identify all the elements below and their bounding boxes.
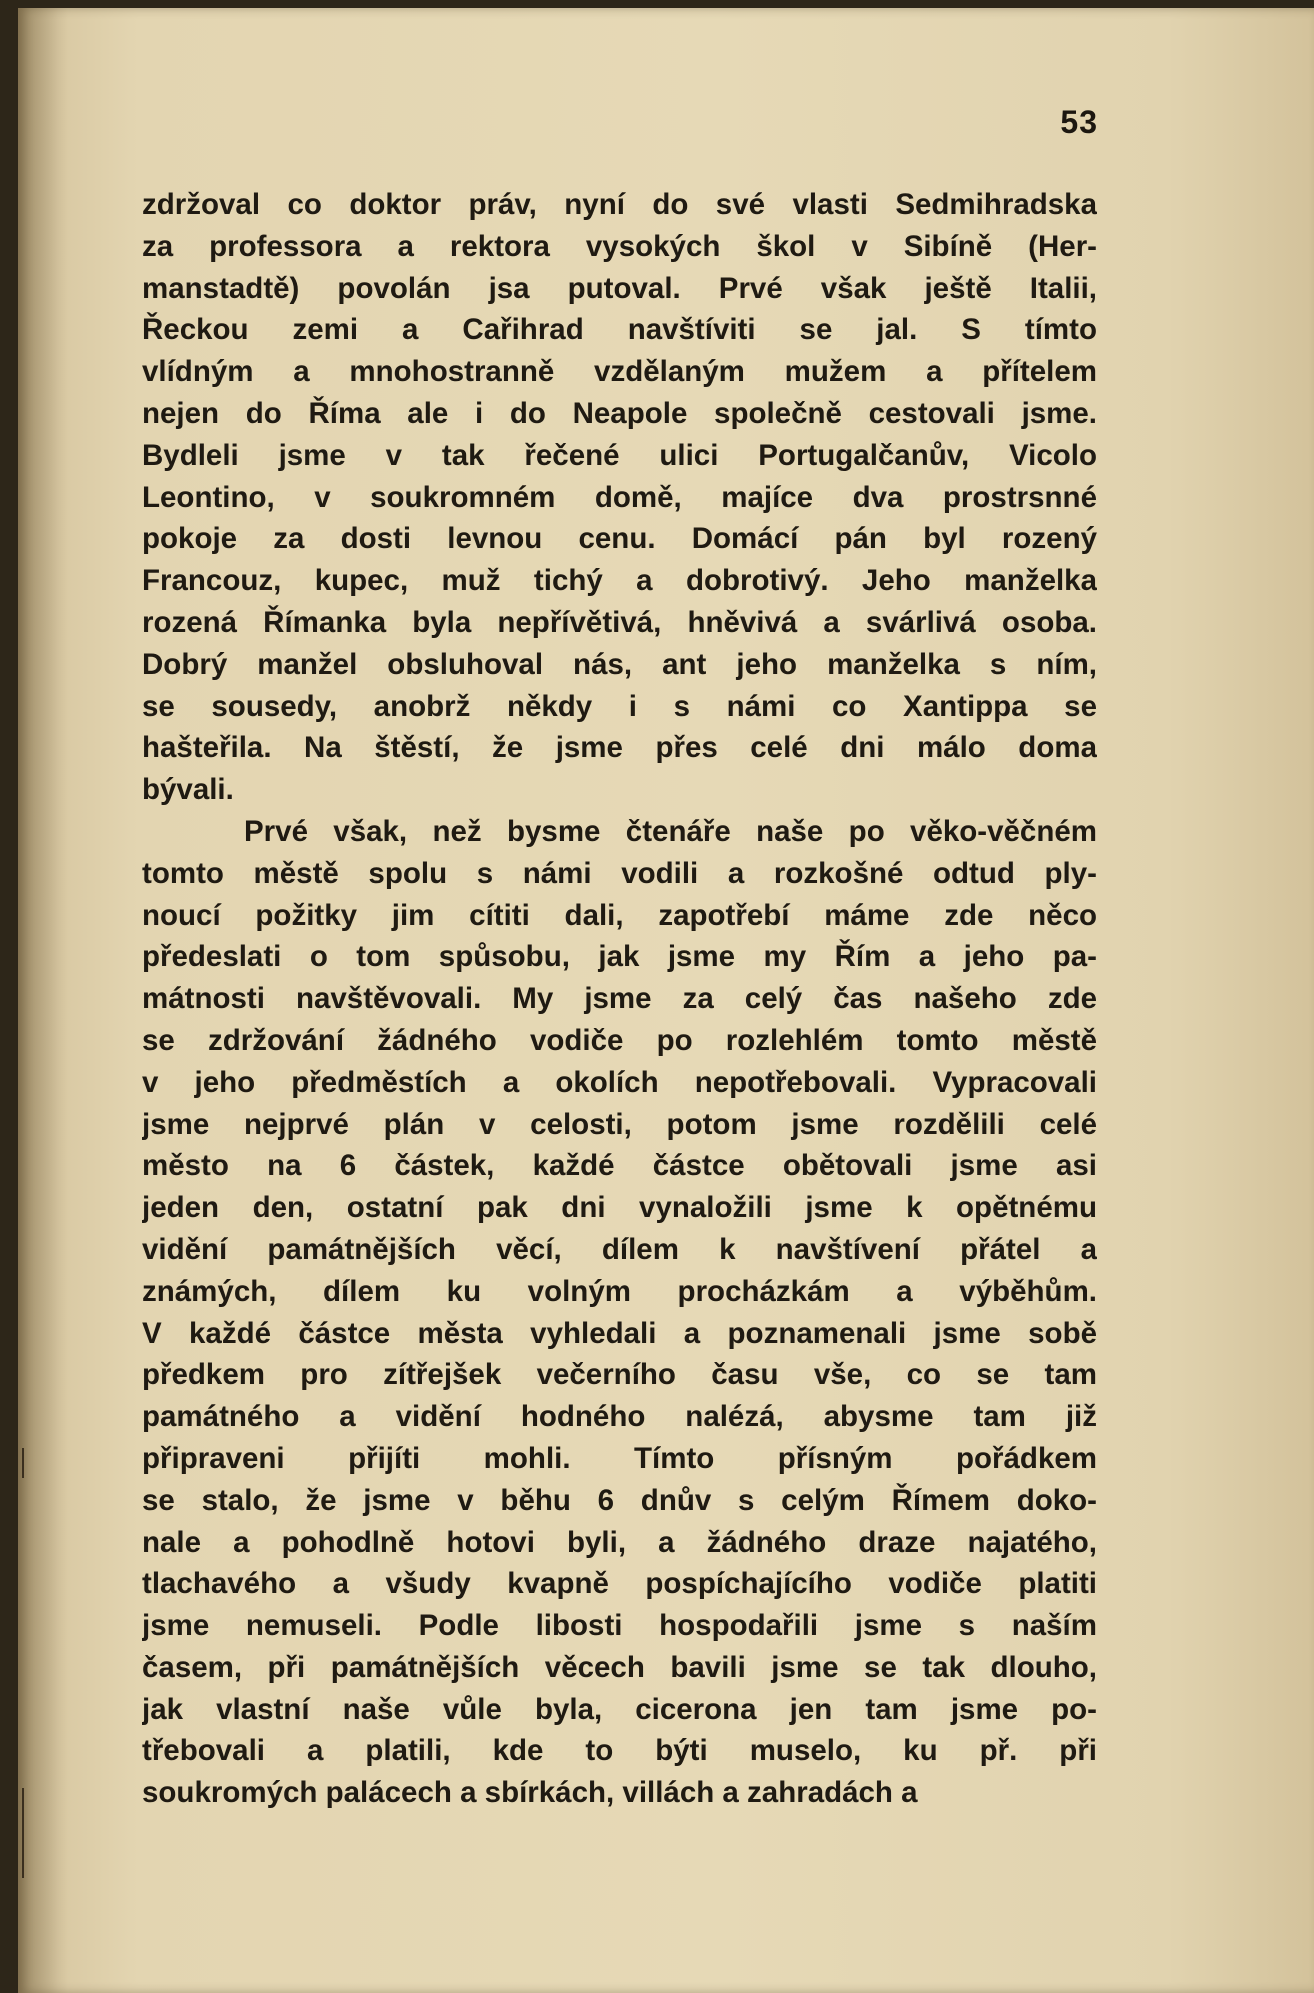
text-line: tlachavého a všudy kvapně pospíchajícího vodiče platiti: [142, 1567, 1097, 1601]
text-line: Leontino, v soukromném domě, majíce dva prostrsnné: [142, 480, 1097, 514]
text-line: Dobrý manžel obsluhoval nás, ant jeho manželka s ním,: [142, 647, 1097, 681]
text-line: se sousedy, anobrž někdy i s námi co Xantippa se: [142, 689, 1097, 723]
text-line: Francouz, kupec, muž tichý a dobrotivý. Jeho manželka: [142, 564, 1097, 598]
text-line: třebovali a platili, kde to býti muselo, ku př. při: [142, 1734, 1097, 1768]
text-line: pokoje za dosti levnou cenu. Domácí pán byl rozený: [142, 522, 1097, 556]
text-line: jeden den, ostatní pak dni vynaložili jsme k opětnému: [142, 1191, 1097, 1225]
margin-mark: [22, 1788, 24, 1878]
text-line: nejen do Říma ale i do Neapole společně cestovali jsme.: [142, 396, 1097, 430]
text-line: připraveni přijíti mohli. Tímto přísným pořádkem: [142, 1441, 1097, 1475]
text-line: za professora a rektora vysokých škol v Sibíně (Her-: [142, 229, 1097, 263]
paragraph: [142, 811, 1097, 1814]
text-line: vidění památnějších věcí, dílem k navštívení přátel a: [142, 1232, 1097, 1266]
text-line: Bydleli jsme v tak řečené ulici Portugalčanův, Vicolo: [142, 438, 1097, 472]
text-line: manstadtě) povolán jsa putoval. Prvé však ještě Italii,: [142, 271, 1097, 305]
text-line: památného a vidění hodného nalézá, abysme tam již: [142, 1400, 1097, 1434]
page-number: 53: [1060, 104, 1098, 140]
text-line: známých, dílem ku volným procházkám a výběhům.: [142, 1274, 1097, 1308]
text-line: vlídným a mnohostranně vzdělaným mužem a přítelem: [142, 355, 1097, 389]
text-line: jsme nejprvé plán v celosti, potom jsme rozdělili celé: [142, 1107, 1097, 1141]
text-line: v jeho předměstích a okolích nepotřebovali. Vypracovali: [142, 1065, 1097, 1099]
text-line: nale a pohodlně hotovi byli, a žádného draze najatého,: [142, 1525, 1097, 1559]
text-line: mátnosti navštěvovali. My jsme za celý čas našeho zde: [142, 982, 1097, 1016]
text-line: předkem pro zítřejšek večerního času vše, co se tam: [142, 1358, 1097, 1392]
text-line: V každé částce města vyhledali a poznamenali jsme sobě: [142, 1316, 1097, 1350]
text-line: se stalo, že jsme v běhu 6 dnův s celým Římem doko-: [142, 1483, 1097, 1517]
text-line: jsme nemuseli. Podle libosti hospodařili jsme s naším: [142, 1609, 1097, 1643]
gutter-shadow: [18, 8, 68, 1993]
paragraph: [142, 184, 1097, 811]
text-line: město na 6 částek, každé částce obětovali jsme asi: [142, 1149, 1097, 1183]
text-line: se zdržování žádného vodiče po rozlehlém tomto městě: [142, 1023, 1097, 1057]
text-line: tomto městě spolu s námi vodili a rozkošné odtud ply-: [142, 856, 1097, 890]
text-line: Řeckou zemi a Cařihrad navštíviti se jal. S tímto: [142, 313, 1097, 347]
text-line: noucí požitky jim cítiti dali, zapotřebí máme zde něco: [142, 898, 1097, 932]
text-line: časem, při památnějších věcech bavili jsme se tak dlouho,: [142, 1650, 1097, 1684]
text-line: zdržoval co doktor práv, nyní do své vlasti Sedmihradska: [142, 188, 1097, 221]
margin-mark: [22, 1448, 24, 1478]
text-line: rozená Římanka byla nepřívětivá, hněvivá a svárlivá osoba.: [142, 605, 1097, 639]
book-page: [18, 8, 1314, 1993]
text-line: bývali.: [142, 773, 234, 807]
text-line: jak vlastní naše vůle byla, cicerona jen tam jsme po-: [142, 1692, 1097, 1726]
text-line: Prvé však, než bysme čtenáře naše po věko-věčném: [244, 814, 1097, 848]
text-line: předeslati o tom spůsobu, jak jsme my Řím a jeho pa-: [142, 940, 1097, 974]
text-line: hašteřila. Na štěstí, že jsme přes celé dni málo doma: [142, 731, 1097, 765]
text-line: soukromých palácech a sbírkách, villách a zahradách a: [142, 1776, 918, 1810]
body-text: [142, 184, 1097, 1814]
